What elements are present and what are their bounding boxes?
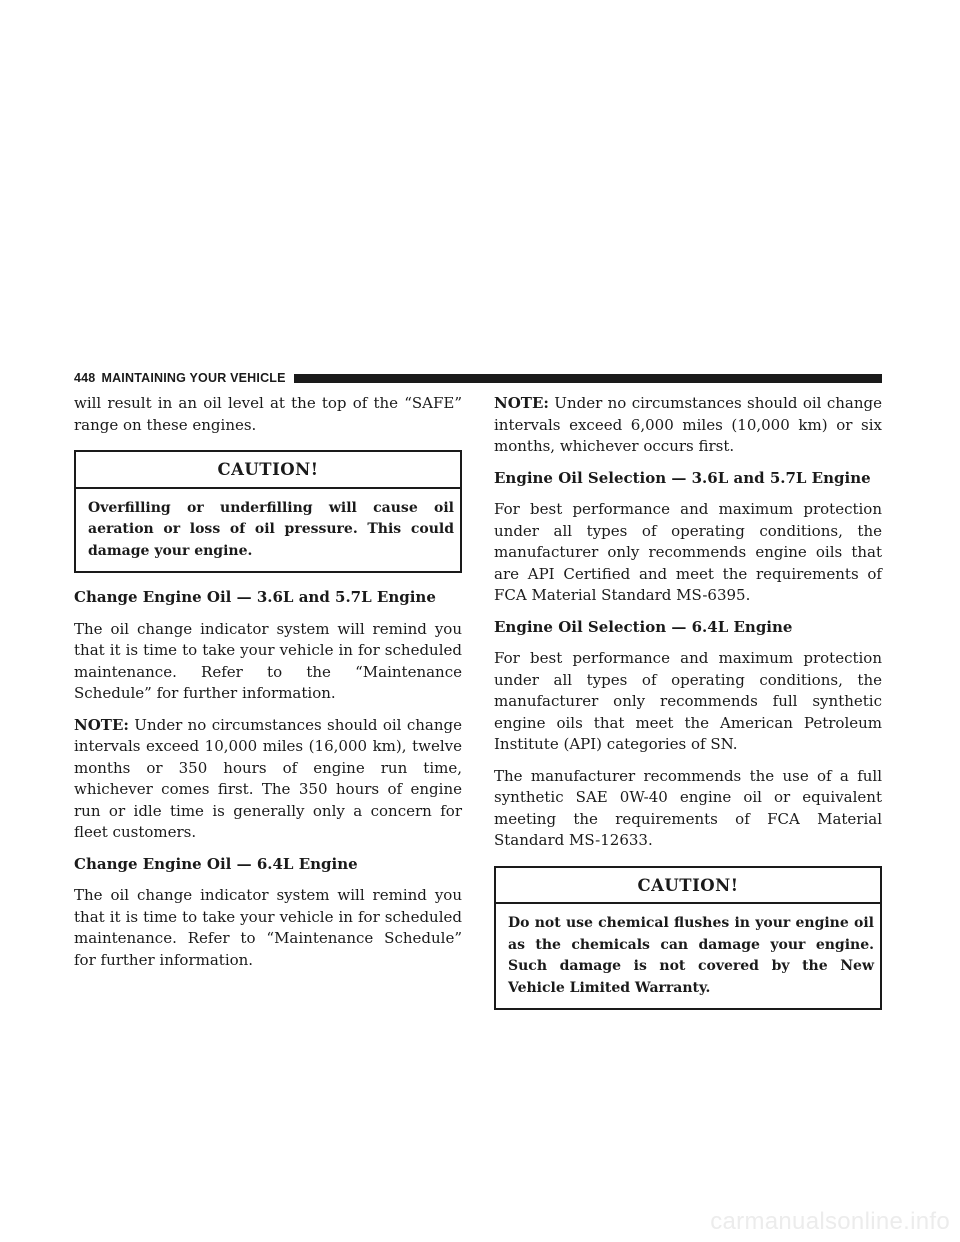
caution-title: CAUTION!	[496, 868, 880, 905]
section-heading: Change Engine Oil — 3.6L and 5.7L Engine	[74, 588, 436, 606]
section-heading: Change Engine Oil — 6.4L Engine	[74, 854, 358, 873]
note-label: NOTE:	[74, 715, 129, 734]
caution-box	[74, 450, 462, 573]
page-header	[74, 370, 882, 386]
page-number: 448	[74, 371, 96, 385]
body-paragraph: For best performance and maximum protection under all types of operating conditions, the manufacturer only recommends engine oils that are API Certified and meet the requirements of FCA Material Standard MS-6395.	[494, 500, 882, 604]
note-text: Under no circumstances should oil change intervals exceed 6,000 miles (10,000 km) or six months, whichever occurs first.	[494, 394, 882, 455]
caution-box	[494, 866, 882, 1011]
caution-body: Overfilling or underfilling will cause oil aeration or loss of oil pressure. This could damage your engine.	[88, 499, 454, 559]
section-heading: Engine Oil Selection — 6.4L Engine	[494, 617, 793, 636]
watermark: carmanualsonline.info	[710, 1208, 950, 1235]
body-paragraph: The manufacturer recommends the use of a full synthetic SAE 0W-40 engine oil or equivalent meeting the requirements of FCA Material Standard MS-12633.	[494, 766, 882, 849]
body-paragraph: The oil change indicator system will remind you that it is time to take your vehicle in for scheduled maintenance. Refer to “Maintenance Schedule” for further information.	[74, 886, 462, 969]
note-paragraph	[494, 393, 882, 458]
right-column	[494, 393, 882, 1024]
intro-paragraph: will result in an oil level at the top of the “SAFE” range on these engines.	[74, 394, 462, 434]
note-text: Under no circumstances should oil change intervals exceed 10,000 miles (16,000 km), twelve months or 350 hours of engine run time, whichever comes first. The 350 hours of engine run or idle time is generally only a concern for fleet customers.	[74, 715, 462, 841]
left-column	[74, 393, 462, 981]
caution-body: Do not use chemical flushes in your engine oil as the chemicals can damage your engine. Such damage is not covered by the New Vehicle Limited Warranty.	[508, 915, 874, 996]
section-title: MAINTAINING YOUR VEHICLE	[101, 371, 286, 385]
section-heading: Engine Oil Selection — 3.6L and 5.7L Engine	[494, 468, 871, 487]
body-paragraph: For best performance and maximum protection under all types of operating conditions, the manufacturer only recommends full synthetic engine oils that meet the American Petroleum Institute (API) categories of SN.	[494, 649, 882, 753]
caution-title: CAUTION!	[76, 452, 460, 489]
note-paragraph	[74, 715, 462, 844]
note-label: NOTE:	[494, 394, 549, 412]
header-rule	[294, 374, 882, 383]
body-paragraph: The oil change indicator system will remind you that it is time to take your vehicle in for scheduled maintenance. Refer to the “Maintenance Schedule” for further information.	[74, 619, 462, 702]
